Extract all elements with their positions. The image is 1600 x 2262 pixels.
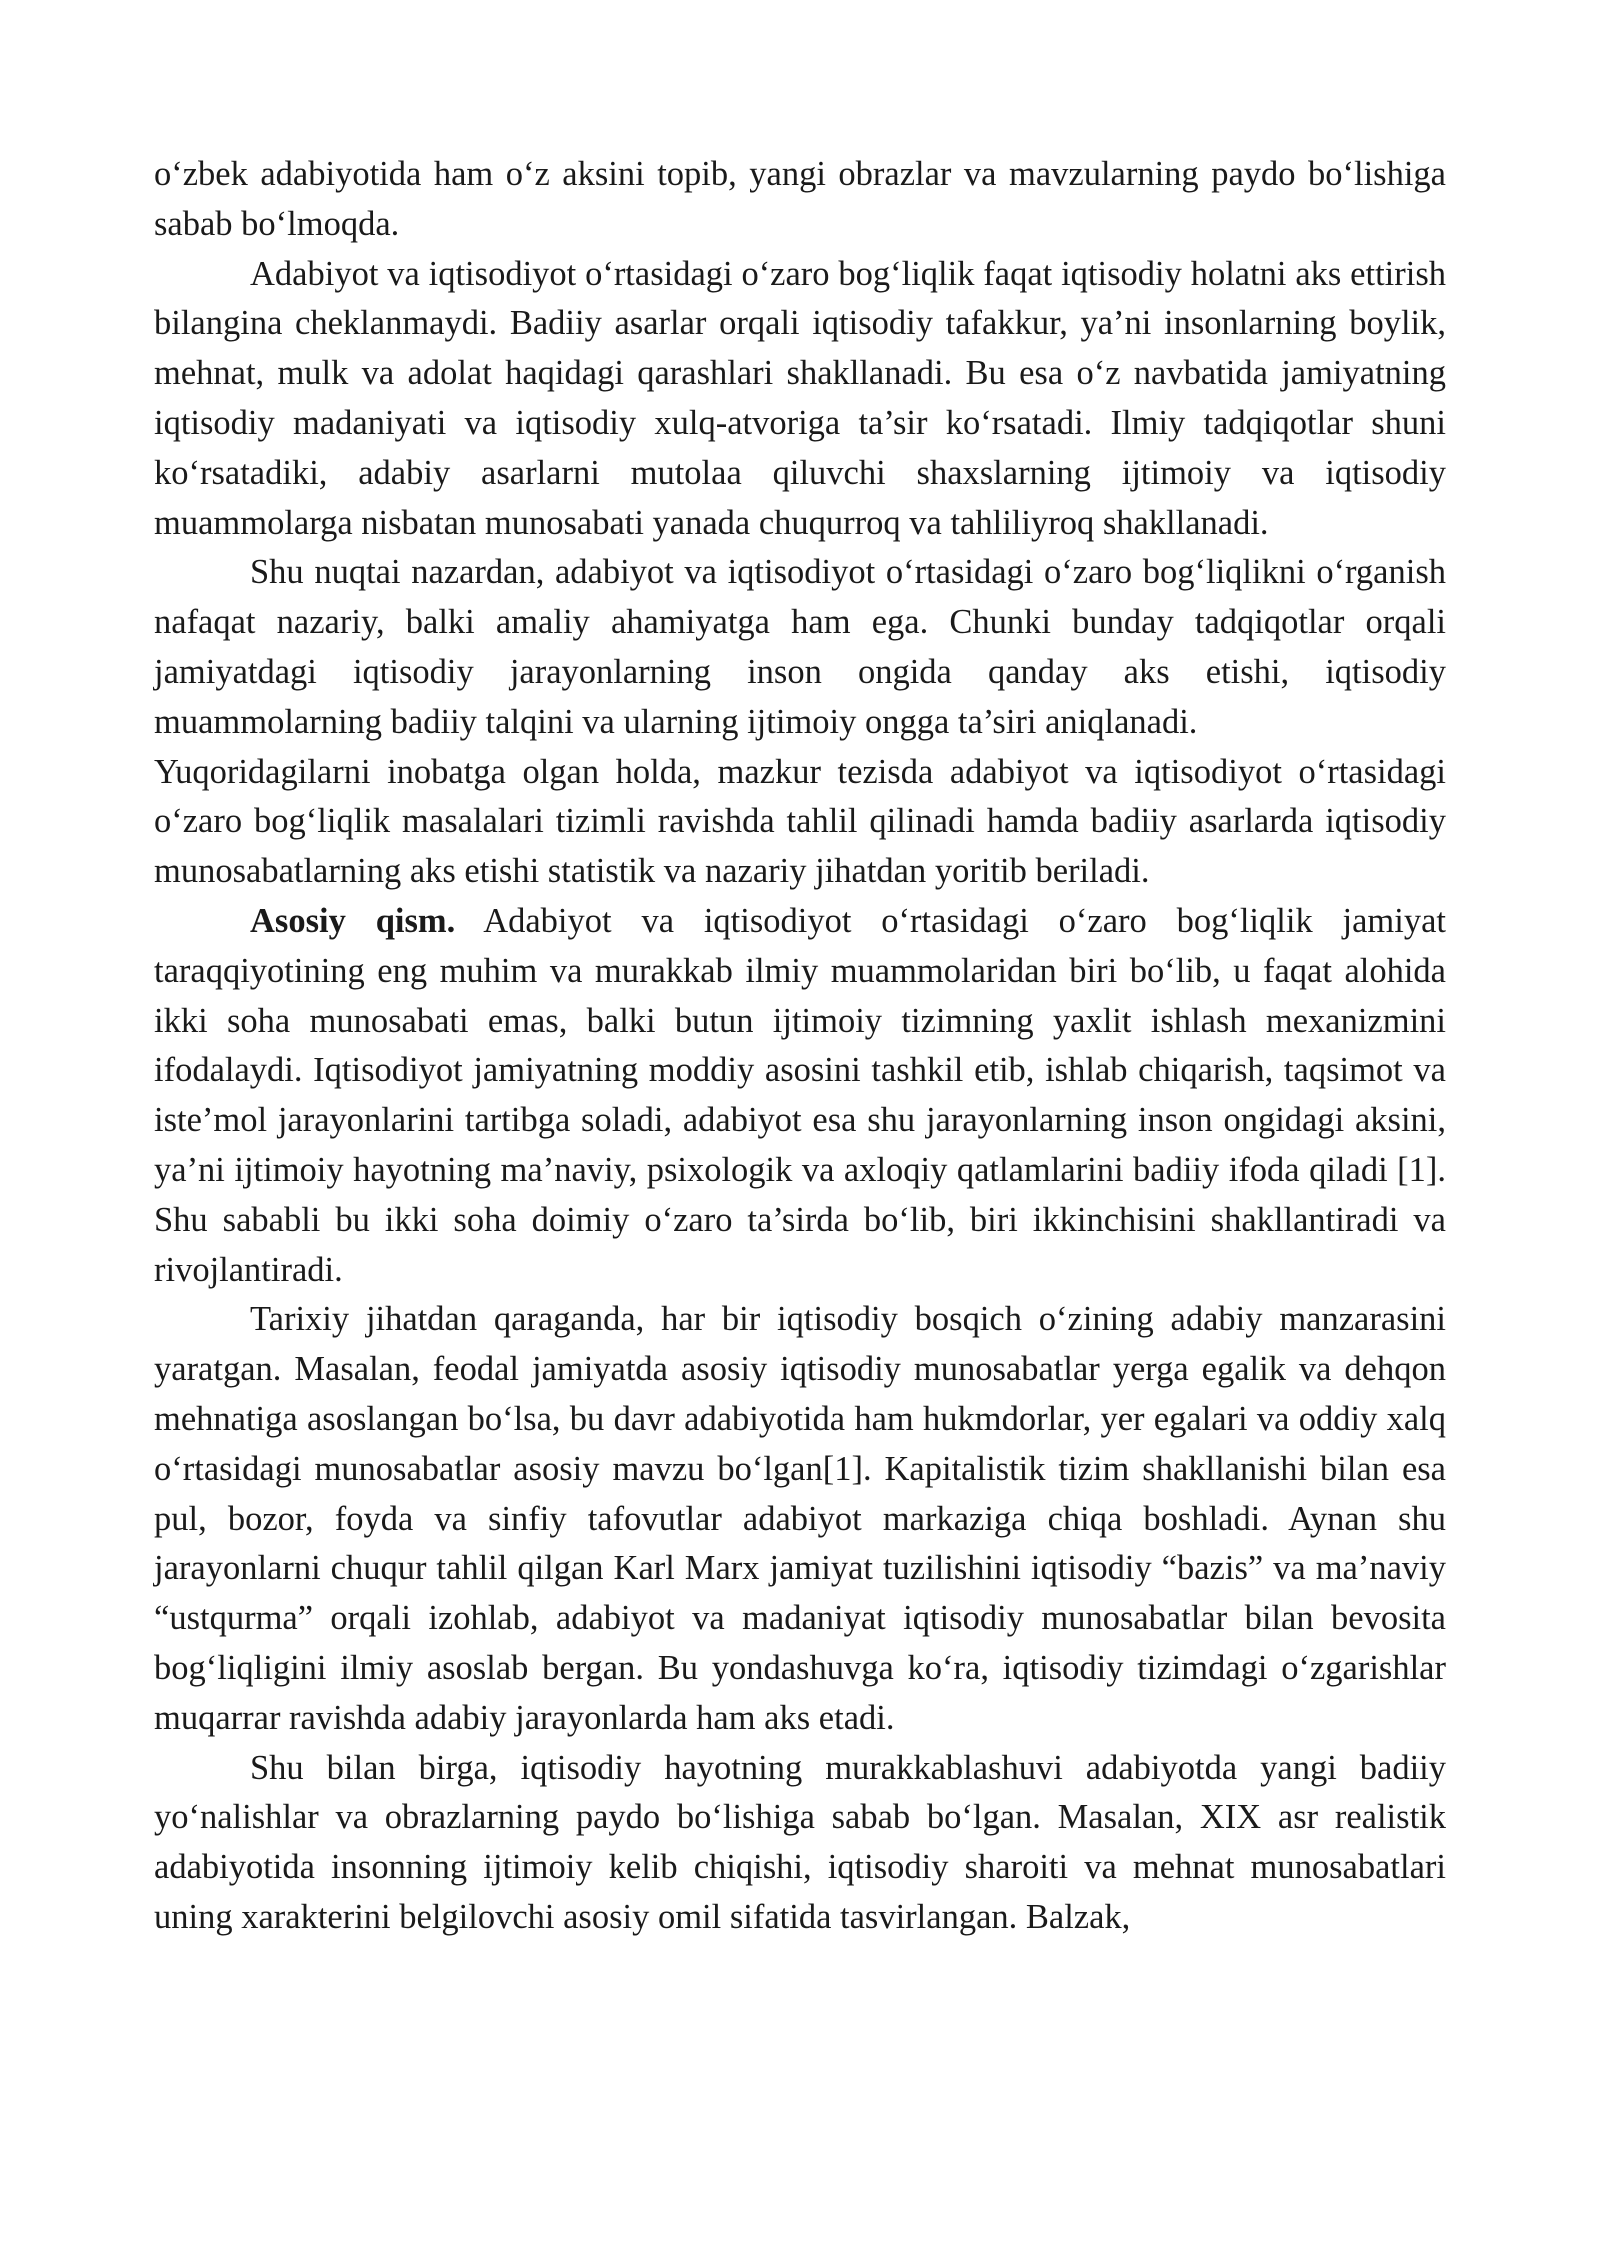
- paragraph-historical-view: Tarixiy jihatdan qaraganda, har bir iqtisodiy bosqich o‘zining adabiy manzarasini yaratgan. Masalan, feodal jamiyatda asosiy iqtisodiy munosabatlar yerga egalik va dehqon mehnatiga asoslangan bo‘lsa, bu davr adabiyotida ham hukmdorlar, yer egalari va oddiy xalq o‘rtasidagi munosabatlar asosiy mavzu bo‘lgan[1]. Kapitalistik tizim shakllanishi bilan esa pul, bozor, foyda va sinfiy tafovutlar adabiyot markaziga chiqa boshladi. Aynan shu jarayonlarni chuqur tahlil qilgan Karl Marx jamiyat tuzilishini iqtisodiy “bazis” va ma’naviy “ustqurma” orqali izohlab, adabiyot va madaniyat iqtisodiy munosabatlar bilan bevosita bog‘liqligini ilmiy asoslab bergan. Bu yondashuvga ko‘ra, iqtisodiy tizimdagi o‘zgarishlar muqarrar ravishda adabiy jarayonlarda ham aks etadi.: [154, 1300, 1446, 1737]
- paragraph-main-part-text: Adabiyot va iqtisodiyot o‘rtasidagi o‘zaro bog‘liqlik jamiyat taraqqiyotining eng muhim va murakkab ilmiy muammolaridan biri bo‘lib, u faqat alohida ikki soha munosabati emas, balki butun ijtimoiy tizimning yaxlit ishlash mexanizmini ifodalaydi. Iqtisodiyot jamiyatning moddiy asosini tashkil etib, ishlab chiqarish, taqsimot va iste’mol jarayonlarini tartibga soladi, adabiyot esa shu jarayonlarning inson ongidagi aksini, ya’ni ijtimoiy hayotning ma’naviy, psixologik va axloqiy qatlamlarini badiiy ifoda qiladi [1]. Shu sababli bu ikki soha doimiy o‘zaro ta’sirda bo‘lib, biri ikkinchisini shakllantiradi va rivojlantiradi.: [154, 901, 1447, 1289]
- section-heading-main-part: Asosiy qism.: [250, 901, 456, 940]
- paragraph-thesis-aim: Yuqoridagilarni inobatga olgan holda, mazkur tezisda adabiyot va iqtisodiyot o‘rtasidagi o‘zaro bog‘liqlik masalalari tizimli ravishda tahlil qilinadi hamda badiiy asarlarda iqtisodiy munosabatlarning aks etishi statistik va nazariy jihatdan yoritib beriladi.: [154, 752, 1446, 891]
- paragraph-research-significance: Shu nuqtai nazardan, adabiyot va iqtisodiyot o‘rtasidagi o‘zaro bog‘liqlikni o‘rganish nafaqat nazariy, balki amaliy ahamiyatga ham ega. Chunki bunday tadqiqotlar orqali jamiyatdagi iqtisodiy jarayonlarning inson ongida qanday aks etishi, iqtisodiy muammolarning badiiy talqini va ularning ijtimoiy ongga ta’siri aniqlanadi.: [154, 553, 1446, 741]
- paragraph-new-directions: Shu bilan birga, iqtisodiy hayotning murakkablashuvi adabiyotda yangi badiiy yo‘nalishlar va obrazlarning paydo bo‘lishiga sabab bo‘lgan. Masalan, XIX asr realistik adabiyotida insonning ijtimoiy kelib chiqishi, iqtisodiy sharoiti va mehnat munosabatlari uning xarakterini belgilovchi asosiy omil sifatida tasvirlangan. Balzak,: [154, 1748, 1446, 1936]
- paragraph-literature-economy-link: Adabiyot va iqtisodiyot o‘rtasidagi o‘zaro bog‘liqlik faqat iqtisodiy holatni aks ettirish bilangina cheklanmaydi. Badiiy asarlar orqali iqtisodiy tafakkur, ya’ni insonlarning boylik, mehnat, mulk va adolat haqidagi qarashlari shakllanadi. Bu esa o‘z navbatida jamiyatning iqtisodiy madaniyati va iqtisodiy xulq-atvoriga ta’sir ko‘rsatadi. Ilmiy tadqiqotlar shuni ko‘rsatadiki, adabiy asarlarni mutolaa qiluvchi shaxslarning ijtimoiy va iqtisodiy muammolarga nisbatan munosabati yanada chuqurroq va tahliliyroq shakllanadi.: [154, 254, 1446, 542]
- paragraph-main-part: [154, 897, 1446, 1295]
- document-page: [154, 150, 1446, 1943]
- paragraph-continuation: o‘zbek adabiyotida ham o‘z aksini topib, yangi obrazlar va mavzularning paydo bo‘lishiga sabab bo‘lmoqda.: [154, 155, 1446, 243]
